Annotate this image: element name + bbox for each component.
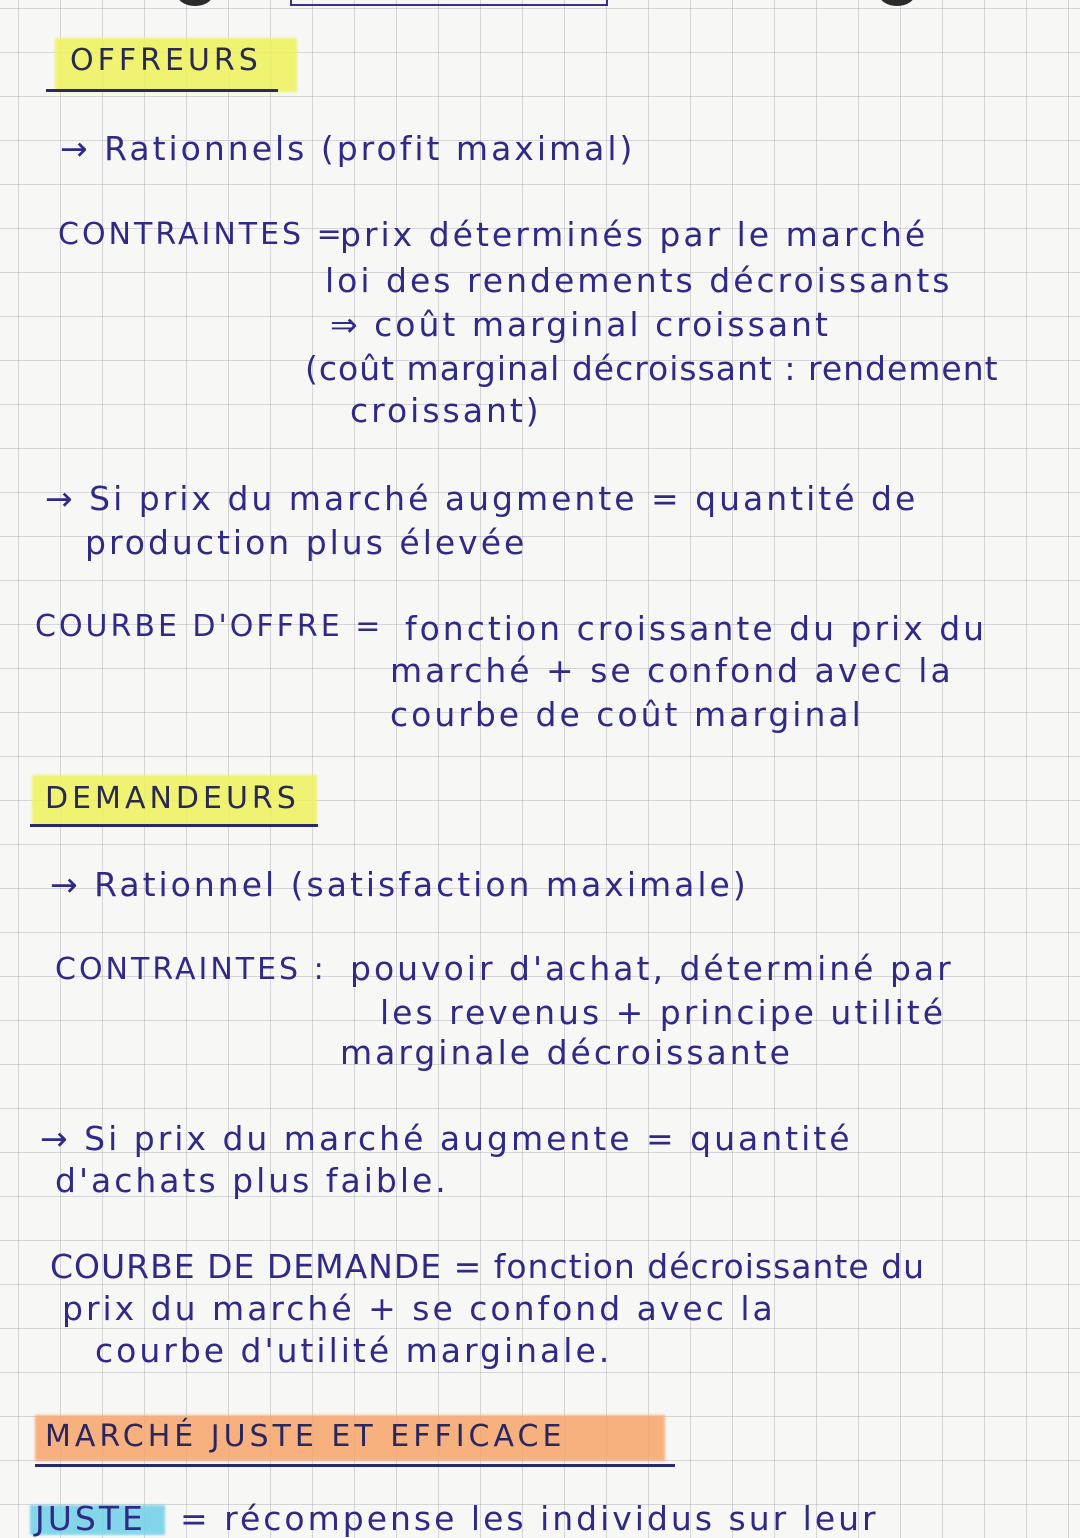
text-line: marginale décroissante	[340, 1033, 793, 1072]
text-line: = récompense les individus sur leur	[180, 1499, 879, 1538]
text-line: prix du marché + se confond avec la	[62, 1289, 776, 1328]
top-box-edge	[290, 0, 608, 6]
text-line: pouvoir d'achat, déterminé par	[350, 949, 954, 988]
text-line: ⇒ coût marginal croissant	[330, 305, 831, 344]
label-contraintes: CONTRAINTES =	[58, 217, 345, 252]
text-line: marché + se confond avec la	[390, 651, 954, 690]
heading-marche: MARCHÉ JUSTE ET EFFICACE	[45, 1419, 566, 1454]
text-line: (coût marginal décroissant : rendement	[305, 349, 999, 388]
text-line: croissant)	[350, 391, 542, 430]
text-line: loi des rendements décroissants	[325, 261, 953, 300]
text-line: → Rationnel (satisfaction maximale)	[50, 865, 749, 904]
text-line: COURBE DE DEMANDE = fonction décroissante du	[50, 1247, 925, 1286]
text-line: courbe de coût marginal	[390, 695, 864, 734]
text-line: → Si prix du marché augmente = quantité	[40, 1119, 853, 1158]
label-juste: JUSTE	[35, 1499, 146, 1538]
text-line: d'achats plus faible.	[55, 1161, 449, 1200]
heading-offreurs: OFFREURS	[70, 43, 262, 78]
underline	[35, 1464, 675, 1467]
text-line: production plus élevée	[85, 523, 528, 562]
label-contraintes: CONTRAINTES :	[55, 952, 327, 987]
underline	[30, 824, 318, 827]
text-line: les revenus + principe utilité	[380, 993, 947, 1032]
underline	[46, 89, 278, 92]
text-line: → Rationnels (profit maximal)	[60, 129, 636, 168]
binder-hole	[177, 0, 213, 6]
binder-hole	[879, 0, 915, 6]
heading-demandeurs: DEMANDEURS	[45, 781, 300, 816]
label-courbe-offre: COURBE D'OFFRE =	[35, 609, 384, 644]
text-line: courbe d'utilité marginale.	[95, 1331, 613, 1370]
text-line: prix déterminés par le marché	[340, 215, 929, 254]
text-line: fonction croissante du prix du	[405, 609, 988, 648]
text-line: → Si prix du marché augmente = quantité de	[45, 479, 919, 518]
